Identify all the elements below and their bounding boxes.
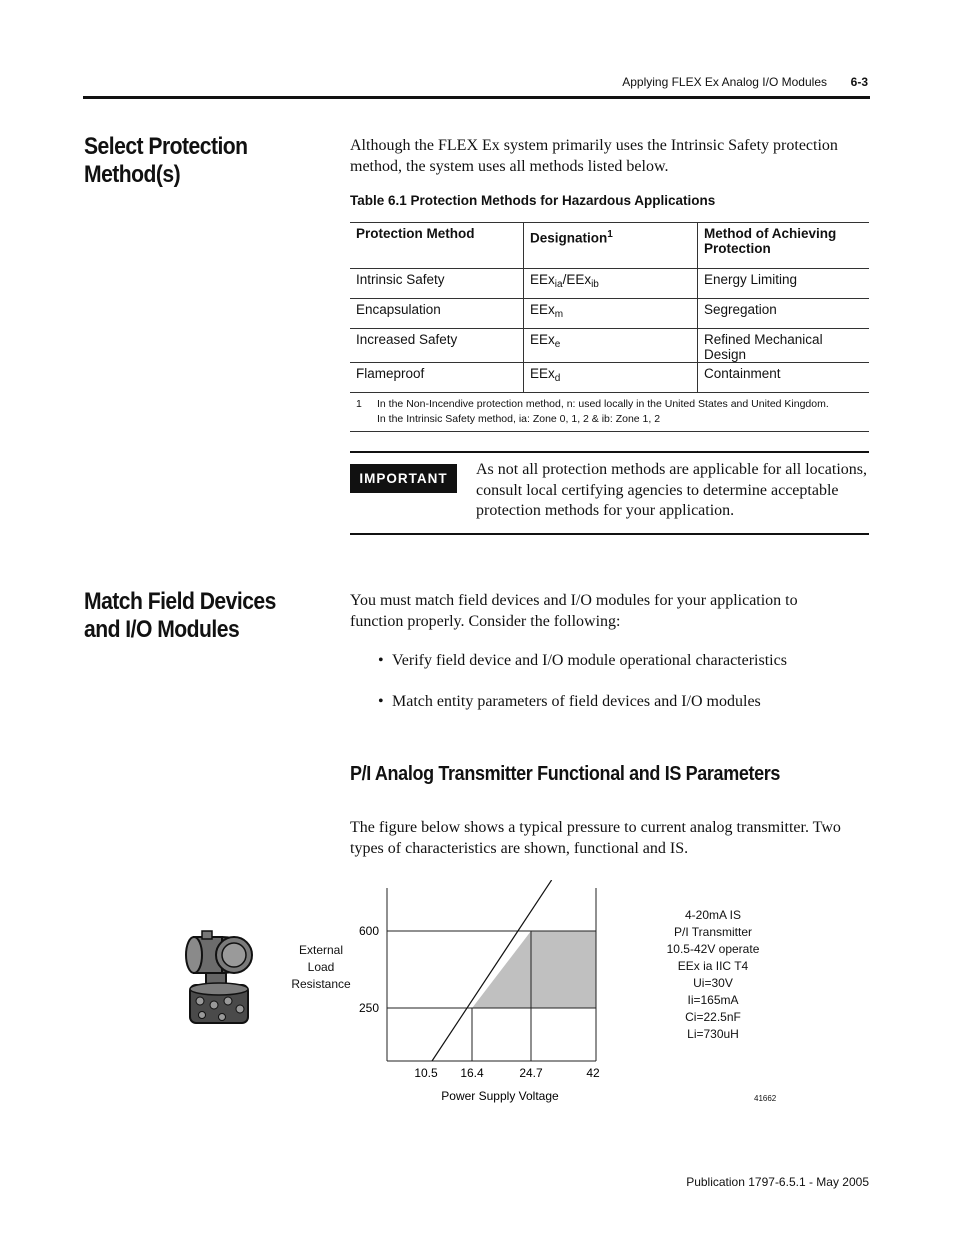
column-header: Protection Method — [350, 223, 524, 269]
table-cell: Intrinsic Safety — [350, 269, 524, 299]
table-cell: EEx$_m$ — [524, 299, 698, 329]
table-cell: Flameproof — [350, 363, 524, 393]
footnote-number: 1 — [356, 398, 362, 410]
table-cell: EEx$_d$ — [524, 363, 698, 393]
y-tick-label: 250 — [358, 1001, 379, 1015]
chart-plot-area — [387, 880, 596, 1061]
table-cell: EEx$_{ia}$/EEx$_{ib}$ — [524, 269, 698, 299]
table-cell: Refined Mechanical Design — [698, 329, 870, 363]
table-row — [350, 363, 869, 393]
spec-line: 4-20mA IS — [684, 908, 742, 922]
y-axis-label-line: External — [298, 943, 344, 957]
table-cell: Energy Limiting — [698, 269, 870, 299]
y-tick-label: 600 — [358, 924, 379, 938]
section-title-line: Method(s) — [84, 161, 181, 188]
spec-line: Li=730uH — [687, 1027, 739, 1041]
x-tick-label: 42 — [586, 1066, 600, 1080]
spec-line: EEx ia IIC T4 — [677, 959, 749, 973]
header-rule — [83, 96, 870, 99]
table-caption: Table 6.1 Protection Methods for Hazardous Applications — [350, 193, 716, 208]
spec-line: Ci=22.5nF — [685, 1010, 741, 1024]
is-safe-region — [472, 931, 596, 1008]
column-header: Method of Achieving Protection — [698, 223, 870, 269]
section-title-line: Select Protection — [84, 133, 248, 160]
table-row — [350, 329, 869, 363]
footnote-line: In the Non-Incendive protection method, n: used locally in the United States and United Kingdom. — [377, 398, 829, 410]
protection-methods-table — [350, 222, 869, 393]
footnote-rule — [350, 431, 869, 432]
spec-line: P/I Transmitter — [673, 925, 753, 939]
important-badge: IMPORTANT — [350, 464, 457, 493]
figure-id: 41662 — [754, 1094, 777, 1103]
y-axis-label — [288, 942, 354, 993]
table-cell: EEx$_e$ — [524, 329, 698, 363]
section-title-line: Match Field Devices — [84, 588, 276, 615]
important-top-rule — [350, 451, 869, 453]
running-header-title: Applying FLEX Ex Analog I/O Modules — [622, 75, 827, 89]
table-row — [350, 269, 869, 299]
subsection-title: P/I Analog Transmitter Functional and IS Parameters — [350, 763, 781, 785]
transmitter-illustration — [180, 925, 280, 1025]
column-header: Designation$^1$ — [524, 223, 698, 269]
section-title-match-field-devices — [84, 588, 276, 644]
table-cell: Segregation — [698, 299, 870, 329]
table-row — [350, 299, 869, 329]
spec-line: Ui=30V — [693, 976, 733, 990]
table-header-row — [350, 223, 869, 269]
important-note-text: As not all protection methods are applicable for all locations, consult local certifying agencies to determine acceptable protection methods for your application. — [476, 461, 867, 519]
spec-line: Ii=165mA — [687, 993, 739, 1007]
page-number: 6-3 — [850, 75, 868, 89]
section-title-line: and I/O Modules — [84, 616, 240, 643]
x-tick-label: 10.5 — [414, 1066, 438, 1080]
section2-intro: You must match field devices and I/O modules for your application to function properly. Consider the following: — [350, 592, 798, 630]
spec-line: 10.5-42V operate — [666, 942, 760, 956]
consideration-list — [378, 650, 858, 732]
y-axis-label-line: Resistance — [291, 977, 351, 991]
transmitter-spec-list — [653, 907, 773, 1043]
section1-intro: Although the FLEX Ex system primarily uses the Intrinsic Safety protection method, the system uses all methods listed below. — [350, 137, 838, 175]
x-axis-label: Power Supply Voltage — [441, 1089, 559, 1103]
x-tick-label: 24.7 — [519, 1066, 543, 1080]
y-axis-label-line: Load — [307, 960, 335, 974]
load-resistance-chart — [350, 880, 610, 1110]
table-cell: Increased Safety — [350, 329, 524, 363]
list-item: • Verify field device and I/O module operational characteristics — [378, 650, 858, 671]
section3-intro: The figure below shows a typical pressure to current analog transmitter. Two types of characteristics are shown, functional and IS. — [350, 819, 841, 857]
x-tick-label: 16.4 — [460, 1066, 484, 1080]
table-cell: Encapsulation — [350, 299, 524, 329]
footnote-line: In the Intrinsic Safety method, ia: Zone 0, 1, 2 & ib: Zone 1, 2 — [377, 413, 661, 425]
table-cell: Containment — [698, 363, 870, 393]
section-title-select-protection — [84, 133, 248, 189]
table-footnote — [350, 397, 869, 427]
list-item: • Match entity parameters of field devices and I/O modules — [378, 691, 858, 712]
important-bottom-rule — [350, 533, 869, 535]
publication-footer: Publication 1797-6.5.1 - May 2005 — [686, 1175, 869, 1189]
